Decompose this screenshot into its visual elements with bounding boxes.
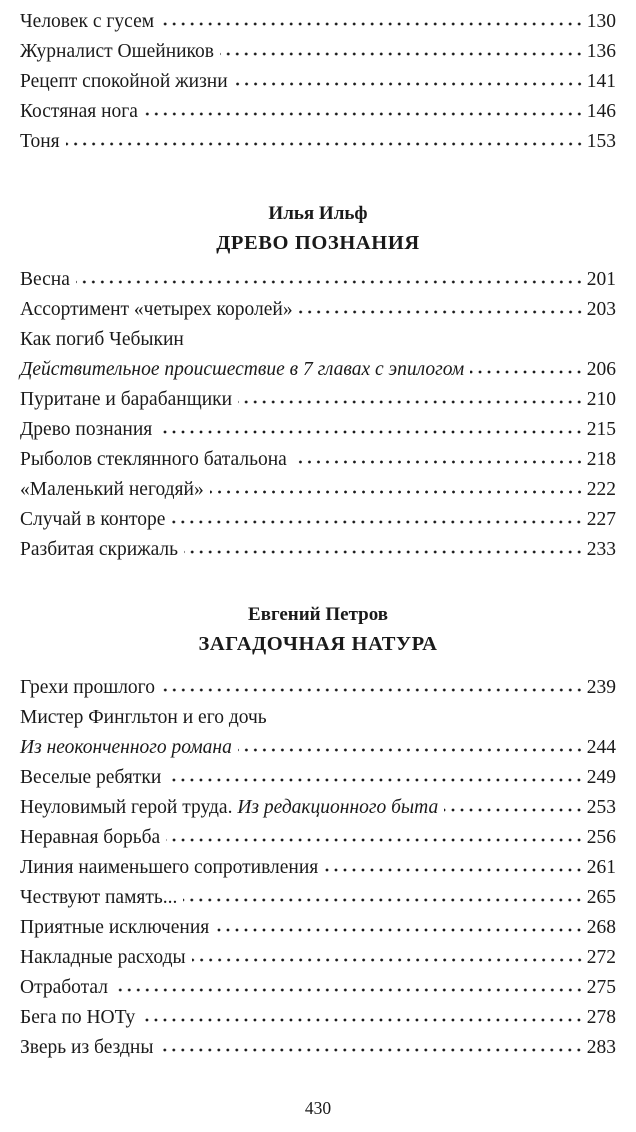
entry-page: 278: [586, 1007, 616, 1028]
entry-page: 201: [586, 269, 616, 290]
author-petrov: Евгений Петров: [248, 604, 388, 625]
entry-subtitle: Из неоконченного романа: [20, 737, 232, 758]
entry-title: Неуловимый герой труда. Из редакционного быта: [20, 797, 439, 818]
toc-entry: [20, 446, 616, 476]
entry-title: Накладные расходы: [20, 947, 186, 968]
toc-entry: [20, 1004, 616, 1034]
dot-leader: [76, 280, 584, 284]
toc-entry: [20, 794, 616, 824]
toc-list-top: [20, 8, 616, 158]
entry-title: Разбитая скрижаль: [20, 539, 179, 560]
toc-list-ilf: [20, 266, 616, 566]
entry-title: Рецепт спокойной жизни: [20, 71, 228, 92]
entry-page: 253: [586, 797, 616, 818]
entry-title: Приятные исключения: [20, 917, 210, 938]
entry-page: 249: [586, 767, 616, 788]
dot-leader: [144, 112, 584, 116]
entry-page: 210: [586, 389, 616, 410]
dot-leader: [215, 928, 584, 932]
entry-page: 283: [586, 1037, 616, 1058]
toc-entry: [20, 944, 616, 974]
dot-leader: [184, 550, 584, 554]
toc-entry-subtitle-line: [20, 356, 616, 386]
entry-page: 218: [586, 449, 616, 470]
toc-entry: [20, 38, 616, 68]
entry-page: 239: [586, 677, 616, 698]
entry-page: 222: [586, 479, 616, 500]
dot-leader: [470, 370, 584, 374]
dot-leader: [161, 688, 584, 692]
entry-title: Зверь из бездны: [20, 1037, 154, 1058]
entry-title: Бега по НОТу: [20, 1007, 136, 1028]
toc-entry: [20, 854, 616, 884]
dot-leader: [238, 748, 584, 752]
dot-leader: [66, 142, 584, 146]
toc-entry-subtitle-line: [20, 734, 616, 764]
dot-leader: [141, 1018, 583, 1022]
entry-title: Древо познания: [20, 419, 153, 440]
toc-entry: [20, 386, 616, 416]
entry-page: 203: [586, 299, 616, 320]
dot-leader: [171, 520, 583, 524]
entry-title: Журналист Ошейников: [20, 41, 215, 62]
author-ilf: Илья Ильф: [268, 203, 368, 224]
entry-title: Грехи прошлого: [20, 677, 155, 698]
entry-title: Как погиб Чебыкин: [20, 329, 184, 350]
dot-leader: [192, 958, 584, 962]
toc-entry: [20, 764, 616, 794]
entry-page: 268: [586, 917, 616, 938]
toc-entry: [20, 974, 616, 1004]
toc-entry: [20, 914, 616, 944]
entry-page: 215: [586, 419, 616, 440]
entry-page: 256: [586, 827, 616, 848]
dot-leader: [183, 898, 583, 902]
entry-page: 244: [586, 737, 616, 758]
entry-page: 153: [586, 131, 616, 152]
dot-leader: [159, 1048, 583, 1052]
entry-page: 275: [586, 977, 616, 998]
entry-title: Веселые ребятки: [20, 767, 162, 788]
toc-entry: [20, 296, 616, 326]
entry-title: Костяная нога: [20, 101, 138, 122]
entry-title: Отработал: [20, 977, 108, 998]
entry-title: Рыболов стеклянного батальона: [20, 449, 287, 470]
dot-leader: [444, 808, 584, 812]
entry-page: 130: [586, 11, 616, 32]
toc-entry: [20, 1034, 616, 1064]
book-title-petrov: ЗАГАДОЧНАЯ НАТУРА: [198, 633, 438, 655]
entry-page: 233: [586, 539, 616, 560]
entry-subtitle: Действительное происшествие в 7 главах с эпилогом: [20, 359, 465, 380]
entry-title: Ассортимент «четырех королей»: [20, 299, 293, 320]
entry-title: Человек с гусем: [20, 11, 155, 32]
toc-entry: [20, 416, 616, 446]
dot-leader: [210, 490, 584, 494]
entry-title: Линия наименьшего сопротивления: [20, 857, 319, 878]
dot-leader: [324, 868, 583, 872]
entry-page: 141: [586, 71, 616, 92]
toc-entry-title-line: [20, 326, 616, 356]
entry-title: Весна: [20, 269, 70, 290]
dot-leader: [234, 82, 584, 86]
dot-leader: [167, 778, 583, 782]
entry-page: 146: [586, 101, 616, 122]
entry-page: 206: [586, 359, 616, 380]
dot-leader: [158, 430, 584, 434]
book-title-ilf: ДРЕВО ПОЗНАНИЯ: [216, 232, 420, 254]
toc-entry: [20, 884, 616, 914]
toc-entry: [20, 476, 616, 506]
dot-leader: [299, 310, 584, 314]
entry-title: Мистер Фингльтон и его дочь: [20, 707, 267, 728]
toc-list-petrov: [20, 674, 616, 1064]
dot-leader: [166, 838, 584, 842]
toc-entry: [20, 68, 616, 98]
entry-title-italic: Из редакционного быта: [237, 797, 439, 818]
entry-page: 261: [586, 857, 616, 878]
toc-entry: [20, 128, 616, 158]
entry-title: Случай в конторе: [20, 509, 166, 530]
dot-leader: [293, 460, 584, 464]
entry-title: Пуритане и барабанщики: [20, 389, 233, 410]
dot-leader: [114, 988, 584, 992]
entry-title: Чествуют память...: [20, 887, 178, 908]
toc-entry: [20, 8, 616, 38]
page-number: 430: [304, 1098, 332, 1118]
dot-leader: [220, 52, 584, 56]
toc-entry: [20, 98, 616, 128]
toc-entry: [20, 266, 616, 296]
toc-entry: [20, 506, 616, 536]
entry-page: 265: [586, 887, 616, 908]
toc-entry: [20, 674, 616, 704]
toc-entry-title-line: [20, 704, 616, 734]
entry-page: 227: [586, 509, 616, 530]
toc-entry: [20, 824, 616, 854]
toc-entry: [20, 536, 616, 566]
dot-leader: [238, 400, 584, 404]
entry-title: Неравная борьба: [20, 827, 161, 848]
entry-title: Тоня: [20, 131, 60, 152]
dot-leader: [160, 22, 584, 26]
entry-page: 272: [586, 947, 616, 968]
entry-title: «Маленький негодяй»: [20, 479, 204, 500]
entry-page: 136: [586, 41, 616, 62]
